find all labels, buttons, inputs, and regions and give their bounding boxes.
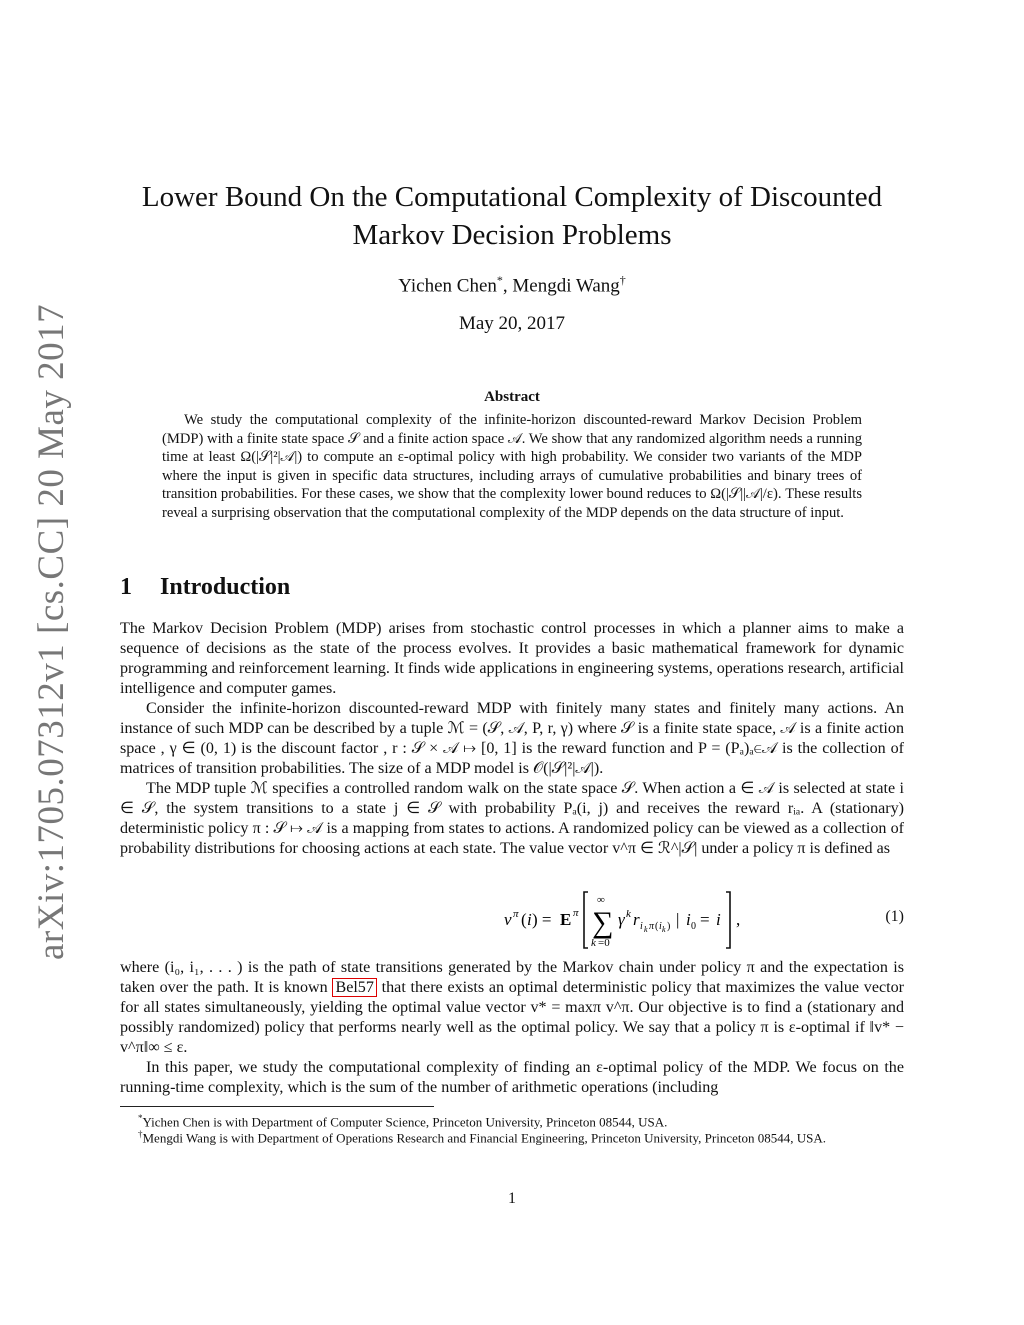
- paragraph: In this paper, we study the computational complexity of finding an ε-optimal policy of the MDP. We focus on the running-time complexity, which is the sum of the number of arithmetic operations (including: [120, 1059, 904, 1096]
- footnote-mark: †: [619, 273, 626, 287]
- footnote-divider: [120, 1106, 434, 1107]
- abstract-heading: Abstract: [484, 389, 540, 405]
- svg-text:0: 0: [691, 921, 696, 932]
- citation-link[interactable]: Bel57: [332, 978, 376, 997]
- svg-text:i: i: [686, 910, 691, 929]
- section-title: Introduction: [160, 574, 291, 600]
- footnote-mark: *: [138, 1113, 143, 1123]
- svg-text:k: k: [644, 925, 648, 934]
- svg-text:(: (: [521, 910, 527, 929]
- paragraph: Consider the infinite-horizon discounted-reward MDP with finitely many states and finitely many actions. An instance of such MDP can be described by a tuple ℳ = (𝒮, 𝒜, P, r, γ) where 𝒮 is a finite state space, 𝒜 is a finite action space , γ ∈ (0, 1) is the discount factor , r : 𝒮 × 𝒜 ↦ [0, 1] is the reward function and P = (Pₐ)ₐ∈𝒜 is the collection of matrices of transition probabilities. The size of a MDP model is 𝒪(|𝒮|²|𝒜|).: [120, 700, 904, 777]
- author-separator: ,: [502, 275, 508, 297]
- svg-text:∞: ∞: [597, 894, 605, 906]
- svg-text:(: (: [655, 921, 659, 932]
- author-list: [120, 273, 904, 297]
- svg-text:π: π: [649, 921, 655, 932]
- svg-text:): ): [667, 921, 671, 932]
- paper-date: May 20, 2017: [458, 313, 566, 334]
- svg-text:=: =: [700, 910, 710, 929]
- paragraph-text: where (i₀, i₁, . . . ) is the path of state transitions generated by the Markov chain under policy π and the expectation is taken over the path. It is known: [120, 959, 904, 996]
- svg-text:k: k: [591, 937, 596, 949]
- equation-number: (1): [885, 908, 904, 925]
- author-name: Mengdi Wang: [512, 275, 620, 297]
- paper-title: Lower Bound On the Computational Complexity of Discounted Markov Decision Problems: [141, 181, 883, 251]
- section-heading: [120, 574, 290, 601]
- paragraph: The MDP tuple ℳ specifies a controlled random walk on the state space 𝒮. When action a ∈ 𝒜 is selected at state i ∈ 𝒮, the system transitions to a state j ∈ 𝒮 with probability Pₐ(i, j) and receives the reward rᵢₐ. A (stationary) deterministic policy π : 𝒮 ↦ 𝒜 is a mapping from states to actions. A randomized policy can be viewed as a collection of probability distributions for choosing actions at each state. The value vector v^π ∈ ℛ^|𝒮| under a policy π is defined as: [120, 780, 904, 857]
- svg-text:=0: =0: [598, 937, 610, 949]
- svg-text:k: k: [662, 925, 666, 934]
- svg-text:) =: ) =: [532, 910, 552, 929]
- svg-text:i: i: [527, 910, 532, 929]
- equation-block: [120, 888, 904, 952]
- page-number: 1: [508, 1190, 516, 1207]
- svg-text:,: ,: [736, 910, 741, 929]
- arxiv-identifier: arXiv:1705.07312v1 [cs.CC] 20 May 2017: [31, 303, 72, 960]
- svg-text:∑: ∑: [592, 906, 614, 939]
- svg-text:|: |: [676, 910, 680, 929]
- footnote-text: Mengdi Wang is with Department of Operations Research and Financial Engineering, Princeton University, Princeton 08544, USA.: [142, 1130, 826, 1146]
- svg-text:v: v: [504, 910, 512, 929]
- author-name: Yichen Chen: [398, 275, 497, 297]
- footnote: [120, 1127, 904, 1146]
- footnote-text: Yichen Chen is with Department of Computer Science, Princeton University, Princeton 08544, USA.: [142, 1114, 668, 1130]
- paragraph: The Markov Decision Problem (MDP) arises from stochastic control processes in which a planner aims to make a sequence of decisions as the state of the process evolves. It provides a basic mathematical framework for dynamic programming and reinforcement learning. It finds wide applications in engineering systems, operations research, artificial intelligence and computer games.: [120, 620, 904, 697]
- svg-text:γ: γ: [618, 910, 625, 929]
- svg-text:i: i: [716, 910, 721, 929]
- paragraph-text: that there exists an optimal deterministic policy that maximizes the value vector for all states simultaneously, yielding the optimal value vector v* = maxπ v^π. Our objective is to find a (stationary and possibly randomized) policy that performs nearly well as the optimal policy. We say that a policy π is ε-optimal if ‖v* − v^π‖∞ ≤ ε.: [120, 979, 904, 1056]
- abstract-text: We study the computational complexity of the infinite-horizon discounted-reward Markov Decision Problem (MDP) with a finite state space 𝒮 and a finite action space 𝒜. We show that any randomized algorithm needs a running time at least Ω(|𝒮|²|𝒜|) to compute an ε-optimal policy with high probability. We consider two variants of the MDP where the input is given in specific data structures, including arrays of cumulative probabilities and binary trees of transition probabilities. For these cases, we show that the complexity lower bound reduces to Ω(|𝒮||𝒜|/ε). These results reveal a surprising observation that the computational complexity of the MDP depends on the data structure of input.: [162, 412, 862, 521]
- footnote-mark: *: [496, 273, 503, 287]
- svg-text:π: π: [513, 908, 519, 920]
- footnote-mark: †: [138, 1129, 143, 1139]
- paragraph: [120, 958, 904, 1058]
- svg-text:E: E: [560, 910, 572, 929]
- value-function-equation: [504, 888, 754, 952]
- svg-text:i: i: [640, 921, 643, 932]
- svg-text:i: i: [659, 921, 662, 932]
- section-number: 1: [120, 574, 132, 600]
- svg-text:k: k: [626, 908, 631, 920]
- svg-text:π: π: [573, 907, 579, 919]
- svg-text:r: r: [633, 910, 640, 929]
